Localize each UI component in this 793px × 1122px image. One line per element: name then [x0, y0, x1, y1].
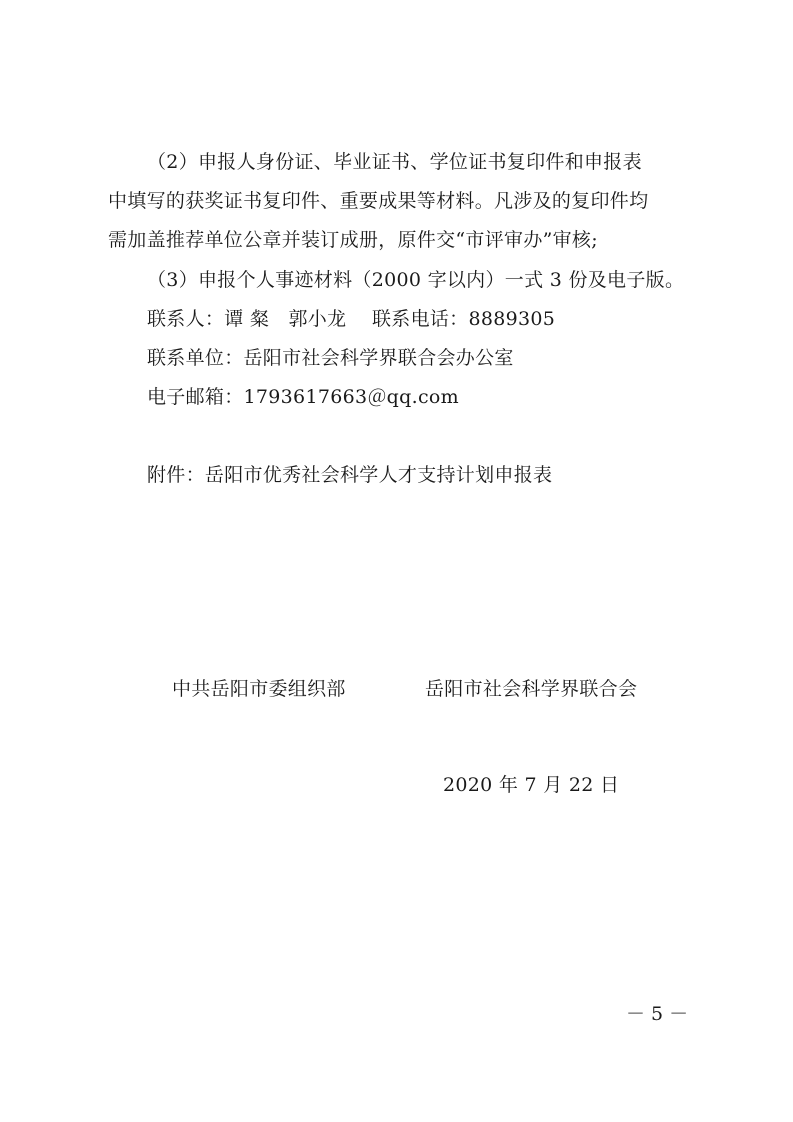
page-number: － 5 －: [626, 1003, 689, 1025]
attachment-line: 附件：岳阳市优秀社会科学人才支持计划申报表: [147, 464, 553, 486]
email-line: 电子邮箱：1793617663＠qq.com: [147, 386, 459, 408]
issuer-organization-department: 中共岳阳市委组织部: [172, 678, 346, 700]
item-2-line-1: （2）申报人身份证、毕业证书、学位证书复印件和申报表: [147, 151, 642, 173]
contact-unit: 联系单位：岳阳市社会科学界联合会办公室: [147, 347, 514, 369]
item-2-line-3: 需加盖推荐单位公章并装订成册，原件交“市评审办”审核;: [108, 229, 598, 251]
item-3: （3）申报个人事迹材料（2000 字以内）一式 3 份及电子版。: [147, 269, 685, 291]
item-2-line-2: 中填写的获奖证书复印件、重要成果等材料。凡涉及的复印件均: [108, 190, 649, 212]
issuer-social-science-federation: 岳阳市社会科学界联合会: [425, 678, 638, 700]
contact-person: 联系人：谭 粲 郭小龙 联系电话：8889305: [147, 308, 556, 330]
issue-date: 2020 年 7 月 22 日: [443, 774, 620, 796]
